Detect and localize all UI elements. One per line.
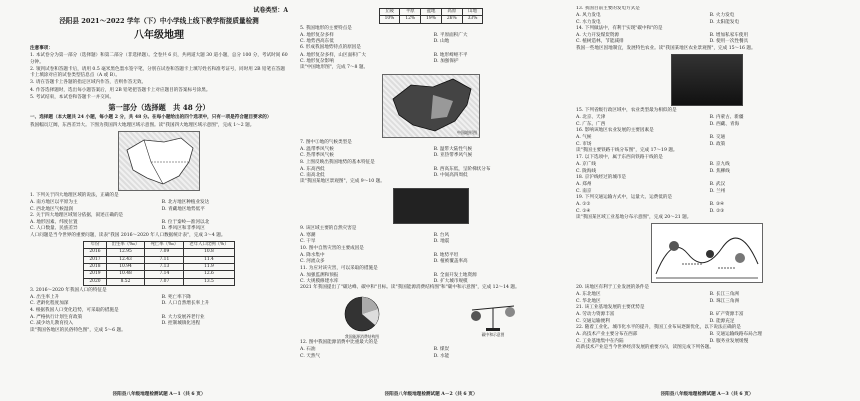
q3-option-b[interactable]: B. 死亡率下降 — [161, 295, 191, 301]
q21-option-b[interactable]: B. 矿产资源丰富 — [709, 312, 744, 318]
table-row — [84, 249, 234, 256]
q21-option-a[interactable]: A. 劳动力资源丰富 — [576, 312, 615, 318]
question-11: 11. 为应对该灾害，可以采取的措施是 — [300, 265, 378, 271]
question-18: 18. 京沪线经过的城市是 — [576, 175, 627, 181]
population-table-header — [84, 242, 234, 249]
q7-option-a[interactable]: A. 温带季风气候 — [300, 146, 334, 152]
q17-option-d[interactable]: D. 焦柳线 — [709, 168, 730, 174]
question-8: 8. 上图反映出我国地势的基本特征是 — [300, 159, 375, 165]
cell: 盆地 — [421, 9, 442, 16]
q2-option-d[interactable]: D. 季风区和非季风区 — [161, 226, 205, 232]
q11-option-c[interactable]: C. 大规模修建水库 — [300, 279, 339, 285]
intro-q12: 2021 年我国提出了"碳达峰、碳中和"目标。读"我国能源消费结构图"和"碳中和示意图"，完成 12～14 题。 — [300, 285, 520, 291]
cell: 8.52 — [106, 278, 145, 285]
q4-option-c[interactable]: C. 减少幼儿教育投入 — [30, 321, 74, 327]
map-caption: 中国地形图 — [457, 130, 477, 136]
q8-option-a[interactable]: A. 东高西低 — [300, 166, 325, 172]
cell: 12.6 — [184, 271, 234, 278]
intro-q17: 读"我国主要铁路干线分布图"，完成 17～19 题。 — [576, 147, 678, 153]
intro-q5: 读"我国各地区的民俗特色图"，完成 5～6 题。 — [30, 327, 126, 333]
cell: 2019 — [84, 271, 106, 278]
cell: 7.09 — [145, 249, 184, 256]
scale-caption: 碳中和示意图 — [481, 331, 505, 337]
terrain-table — [379, 8, 484, 24]
q13-option-a[interactable]: A. 风力发电 — [576, 13, 601, 19]
question-19: 19. 下列交通运输方式中，运量大、运费低的是 — [576, 194, 673, 200]
q14-option-b[interactable]: B. 增加私家车使用 — [709, 33, 749, 39]
pie-caption: 我国能源消费结构图 — [344, 333, 380, 339]
cell: 山地 — [462, 9, 483, 16]
q10-option-a[interactable]: A. 降水集中 — [300, 252, 325, 258]
q15-option-c[interactable]: C. 广东、广西 — [576, 121, 606, 127]
q13-option-b[interactable]: B. 火力发电 — [709, 13, 735, 19]
page-3-footer: 泾阳县八年级地理检测试题 A－3（共 6 页） — [660, 392, 754, 397]
cell: 7.13 — [145, 263, 184, 270]
q16-option-d[interactable]: D. 政策 — [709, 141, 726, 147]
question-9: 9. 该区域主要的自然灾害是 — [300, 225, 357, 231]
intro-q7: 读"中国地形图"，完成 7～8 题。 — [300, 65, 369, 71]
q10-option-b[interactable]: B. 地势平坦 — [433, 252, 459, 258]
notice-1: 1. 本试卷分为第一部分（选择题）和第二部分（非选择题）。全卷共 6 页，共两道大题 30 道小题，总分 100 分，考试时间 60 分钟。 — [30, 53, 288, 65]
q11-option-d[interactable]: D. 扩大城市规模 — [433, 279, 468, 285]
q11-option-b[interactable]: B. 全面开发土地资源 — [433, 272, 477, 278]
q13-option-c[interactable]: C. 水力发电 — [576, 19, 601, 25]
th-birth-rate: 出生率（‰） — [106, 242, 145, 249]
q19-option-b[interactable]: B. ③④ — [709, 202, 725, 208]
cell: 10.94 — [106, 263, 145, 270]
intro-q15: 我国一些地区因地制宜，发展特色农业。读"我国某地区农业景观图"，完成 15～16 题。 — [576, 45, 756, 51]
question-2: 2. 关于四大地理区域划分依据，叙述正确的是 — [30, 212, 124, 218]
cell: 2016 — [84, 249, 106, 256]
q2-option-b[interactable]: B. 位于秦岭—淮河以北 — [161, 220, 210, 226]
q18-option-b[interactable]: B. 武汉 — [709, 182, 726, 188]
q22-option-c[interactable]: C. 工业基地集中在内陆 — [576, 338, 624, 344]
q4-option-b[interactable]: B. 大力发展养老行业 — [161, 315, 205, 321]
q5-option-c[interactable]: C. 地势西高东低 — [300, 39, 334, 45]
q1-option-d[interactable]: D. 青藏地区地势低平 — [161, 206, 205, 212]
question-5: 5. 我国地形的主要特点是 — [300, 25, 352, 31]
cell: 12.95 — [106, 249, 145, 256]
question-14: 14. 下列做法中，有利于实现"碳中和"的是 — [576, 25, 663, 31]
q2-option-c[interactable]: C. 人口数量、民族差异 — [30, 226, 78, 232]
q22-option-d[interactable]: D. 服务业发展缓慢 — [709, 338, 749, 344]
table-row — [84, 256, 234, 263]
question-16: 16. 影响该地区农业发展的主要因素是 — [576, 127, 654, 133]
scale-figure — [466, 296, 520, 338]
table-row — [84, 278, 234, 285]
cell: 19% — [421, 16, 442, 23]
terrain-table-header — [379, 9, 483, 16]
th-year: 年份 — [84, 242, 106, 249]
question-13: 13. 我国目前主要的发电方式是 — [576, 6, 640, 11]
q14-option-a[interactable]: A. 大力开发煤炭资源 — [576, 33, 619, 39]
q20-option-c[interactable]: C. 华北地区 — [576, 298, 601, 304]
question-15: 15. 下列省级行政区域中，农业类型最为相似的是 — [576, 108, 677, 114]
q1-option-b[interactable]: B. 北方地区种植业发达 — [161, 200, 210, 206]
cell: 7.14 — [145, 271, 184, 278]
cell: 高原 — [441, 9, 462, 16]
q15-option-a[interactable]: A. 北京、天津 — [576, 115, 606, 121]
q5-option-b[interactable]: B. 平原面积广大 — [433, 32, 468, 38]
q14-option-c[interactable]: C. 植树造林，节能减排 — [576, 39, 624, 45]
q6-option-b[interactable]: B. 地形崎岖不平 — [433, 52, 468, 58]
q8-option-b[interactable]: B. 西高东低，呈阶梯状分布 — [433, 166, 491, 172]
cell: 7.07 — [145, 278, 184, 285]
page-2-footer: 泾阳县八年级地理检测试题 A－2（共 6 页） — [384, 392, 478, 397]
q3-option-c[interactable]: C. 老龄化程度加深 — [30, 301, 69, 307]
q19-option-c[interactable]: C. ①④ — [576, 208, 591, 214]
intro-q9: 读"我国某地区景观图"，完成 9～10 题。 — [300, 179, 385, 185]
question-6: 6. 形成我国地势特点的原因是 — [300, 45, 361, 51]
q20-option-d[interactable]: D. 珠江三角洲 — [709, 298, 740, 304]
q17-option-a[interactable]: A. 京广线 — [576, 162, 597, 168]
cell: 2020 — [84, 278, 106, 285]
cell: 12.43 — [106, 256, 145, 263]
q18-option-a[interactable]: A. 郑州 — [576, 182, 592, 188]
cell: 13.5 — [184, 278, 234, 285]
q17-option-c[interactable]: C. 陇海线 — [576, 168, 597, 174]
th-elderly-ratio: 老年人口比例（%） — [184, 242, 234, 249]
question-12: 12. 图中我国能源消费中比重最大的是 — [300, 340, 378, 346]
question-3: 3. 2016～2020 年我国人口的特征是 — [30, 287, 107, 293]
q20-option-b[interactable]: B. 长江三角洲 — [709, 292, 739, 298]
cell: 12% — [400, 16, 421, 23]
q21-option-d[interactable]: D. 能源充足 — [709, 318, 735, 324]
cell: 26% — [441, 16, 462, 23]
q8-option-c[interactable]: C. 南高北低 — [300, 173, 325, 179]
q1-option-a[interactable]: A. 南方地区以平原为主 — [30, 200, 78, 206]
q6-option-d[interactable]: D. 加强保护 — [433, 59, 459, 65]
q12-option-d[interactable]: D. 水能 — [433, 353, 450, 359]
section-1-heading: 一、选择题（本大题共 24 小题，每小题 2 分，共 48 分。在每小题给出的四个选项中，只有一项是符合题目要求的） — [30, 115, 272, 121]
q7-option-c[interactable]: C. 热带季风气候 — [300, 153, 334, 159]
carbon-scale-drawing — [466, 296, 520, 332]
q9-option-a[interactable]: A. 寒潮 — [300, 233, 316, 239]
paper-type: 试卷类型：A — [253, 7, 288, 14]
china-terrain-map — [382, 74, 480, 138]
table-row — [84, 263, 234, 270]
question-21: 21. 该工业基地发展的主要优势是 — [576, 305, 645, 311]
q3-option-a[interactable]: A. 出生率上升 — [30, 295, 60, 301]
q16-option-a[interactable]: A. 气候 — [576, 135, 592, 141]
industry-diagram-drawing — [652, 224, 762, 282]
page-3 — [576, 6, 838, 398]
q9-option-b[interactable]: B. 台风 — [433, 233, 450, 239]
energy-pie-chart — [342, 294, 382, 334]
regions-map-drawing — [119, 132, 199, 190]
q8-option-d[interactable]: D. 中间高四周低 — [433, 173, 468, 179]
q19-option-d[interactable]: D. ②③ — [709, 208, 725, 214]
cell: 10.48 — [106, 271, 145, 278]
page-1 — [30, 6, 288, 398]
question-4: 4. 根据我国人口变化趋势，可采取的措施是 — [30, 307, 119, 313]
cell: 7.11 — [145, 256, 184, 263]
question-1: 1. 下列关于四大地理区域的说法，正确的是 — [30, 192, 119, 198]
q22-option-b[interactable]: B. 交通运输线路布局合理 — [709, 332, 762, 338]
q17-option-b[interactable]: B. 京九线 — [709, 162, 730, 168]
q5-option-d[interactable]: D. 山地 — [433, 39, 450, 45]
q2-option-a[interactable]: A. 地形因素、纬度位置 — [30, 220, 78, 226]
population-table — [83, 241, 234, 286]
cell: 11.4 — [184, 256, 234, 263]
cell: 11.9 — [184, 263, 234, 270]
question-10: 10. 图中自然灾害的主要成因是 — [300, 245, 364, 251]
intro-q23: 高新技术产业是当今世界经济发展的重要方向，读图完成下列各题。 — [576, 344, 714, 350]
q4-option-d[interactable]: D. 控制城镇化进程 — [161, 321, 201, 327]
q12-option-b[interactable]: B. 煤炭 — [433, 347, 450, 353]
q11-option-a[interactable]: A. 加强监测和预报 — [300, 272, 339, 278]
intro-q3: 人口问题是当今世界的重要问题，读表"我国 2016～2020 年人口数据统计表"，完成 3～4 题。 — [30, 232, 226, 238]
cell: 33% — [462, 16, 483, 23]
notice-5: 5. 考试结束，本试卷和答题卡一并交回。 — [30, 95, 114, 101]
q15-option-b[interactable]: B. 内蒙古、新疆 — [709, 115, 744, 121]
q21-option-c[interactable]: C. 交通运输便利 — [576, 318, 610, 324]
regions-map — [118, 131, 200, 191]
exam-title: 泾阳县 2021～2022 学年（下）中小学线上线下教学衔接质量检测 — [59, 17, 259, 25]
page-1-footer: 泾阳县八年级地理检测试题 A－1（共 6 页） — [112, 392, 206, 397]
question-20: 20. 该地区有利于工业发展的条件是 — [576, 285, 650, 291]
q20-option-a[interactable]: A. 东北地区 — [576, 292, 601, 298]
q6-option-c[interactable]: C. 地形复杂影响 — [300, 59, 334, 65]
industry-diagram — [651, 223, 763, 283]
q5-option-a[interactable]: A. 地形复杂多样 — [300, 32, 334, 38]
landscape-photo — [393, 188, 469, 224]
q18-option-c[interactable]: C. 南京 — [576, 188, 592, 194]
cell: 2018 — [84, 263, 106, 270]
intro-q1: 我国幅员辽阔，东西差异大。下图为我国四大地理区域示意图。读"我国四大地理区域示意图"，完成 1～2 题。 — [30, 122, 255, 128]
cell: 10% — [379, 16, 400, 23]
q16-option-b[interactable]: B. 交通 — [709, 135, 726, 141]
q4-option-a[interactable]: A. 严格执行计划生育政策 — [30, 315, 83, 321]
q19-option-a[interactable]: A. ①② — [576, 202, 591, 208]
notice-2: 2. 领到试卷和答题卡后，请用 0.5 毫米黑色墨水签字笔，分别在试卷和答题卡上填写姓名和准考证号，同时用 2B 铅笔在答题卡上填涂对应的试卷类型信息点（A 或 B）。 — [30, 66, 285, 79]
q12-option-a[interactable]: A. 石油 — [300, 347, 316, 353]
q7-option-d[interactable]: D. 亚热带季风气候 — [433, 153, 473, 159]
table-row — [84, 271, 234, 278]
q10-option-d[interactable]: D. 植被覆盖率高 — [433, 259, 468, 265]
page-2 — [300, 6, 562, 398]
pie-figure — [342, 294, 382, 340]
q9-option-c[interactable]: C. 干旱 — [300, 239, 316, 245]
question-7: 7. 图中①地的气候类型是 — [300, 139, 352, 145]
terrain-table-values — [379, 16, 483, 23]
q6-option-a[interactable]: A. 地形复杂多样，山区面积广大 — [300, 52, 366, 58]
question-17: 17. 以下选项中，属于东西向铁路干线的是 — [576, 155, 663, 161]
q9-option-d[interactable]: D. 地震 — [433, 239, 450, 245]
q16-option-c[interactable]: C. 市场 — [576, 141, 592, 147]
subject-title: 八年级地理 — [134, 30, 184, 41]
agriculture-photo — [671, 54, 743, 106]
part-title: 第一部分（选择题 共 48 分） — [108, 103, 210, 113]
intro-q20: 读"我国某区域工业基地分布示意图"，完成 20～21 题。 — [576, 214, 692, 220]
question-22: 22. 随着工业化、城市化水平的提升，我国工业布局逐渐优化，以下说法正确的是 — [576, 324, 741, 330]
q12-option-c[interactable]: C. 天然气 — [300, 353, 321, 359]
q10-option-c[interactable]: C. 河流众多 — [300, 259, 325, 265]
q15-option-d[interactable]: D. 西藏、青海 — [709, 121, 740, 127]
q7-option-b[interactable]: B. 温带大陆性气候 — [433, 146, 473, 152]
q13-option-d[interactable]: D. 太阳能发电 — [709, 19, 740, 25]
cell: 丘陵 — [379, 9, 400, 16]
cell: 2017 — [84, 256, 106, 263]
china-map-drawing — [383, 75, 479, 137]
th-death-rate: 死亡率（‰） — [145, 242, 184, 249]
cell: 10.8 — [184, 249, 234, 256]
q22-option-a[interactable]: A. 高技术产业主要分布在西部 — [576, 332, 638, 338]
notice-title: 注意事项： — [30, 46, 53, 51]
q14-option-d[interactable]: D. 使用一次性餐具 — [709, 39, 749, 45]
q1-option-c[interactable]: C. 西北地区气候湿润 — [30, 206, 74, 212]
notice-4: 4. 作答选择题时，选出每小题答案后，用 2B 铅笔把答题卡上对应题目的答案标号涂黑。 — [30, 87, 211, 93]
q3-option-d[interactable]: D. 人口自然增长率上升 — [161, 301, 210, 307]
cell: 平原 — [400, 9, 421, 16]
q18-option-d[interactable]: D. 兰州 — [709, 188, 726, 194]
figures-row — [300, 294, 562, 340]
notice-3: 3. 请在答题卡上各题的指定区域内作答，否则作答无效。 — [30, 80, 147, 86]
